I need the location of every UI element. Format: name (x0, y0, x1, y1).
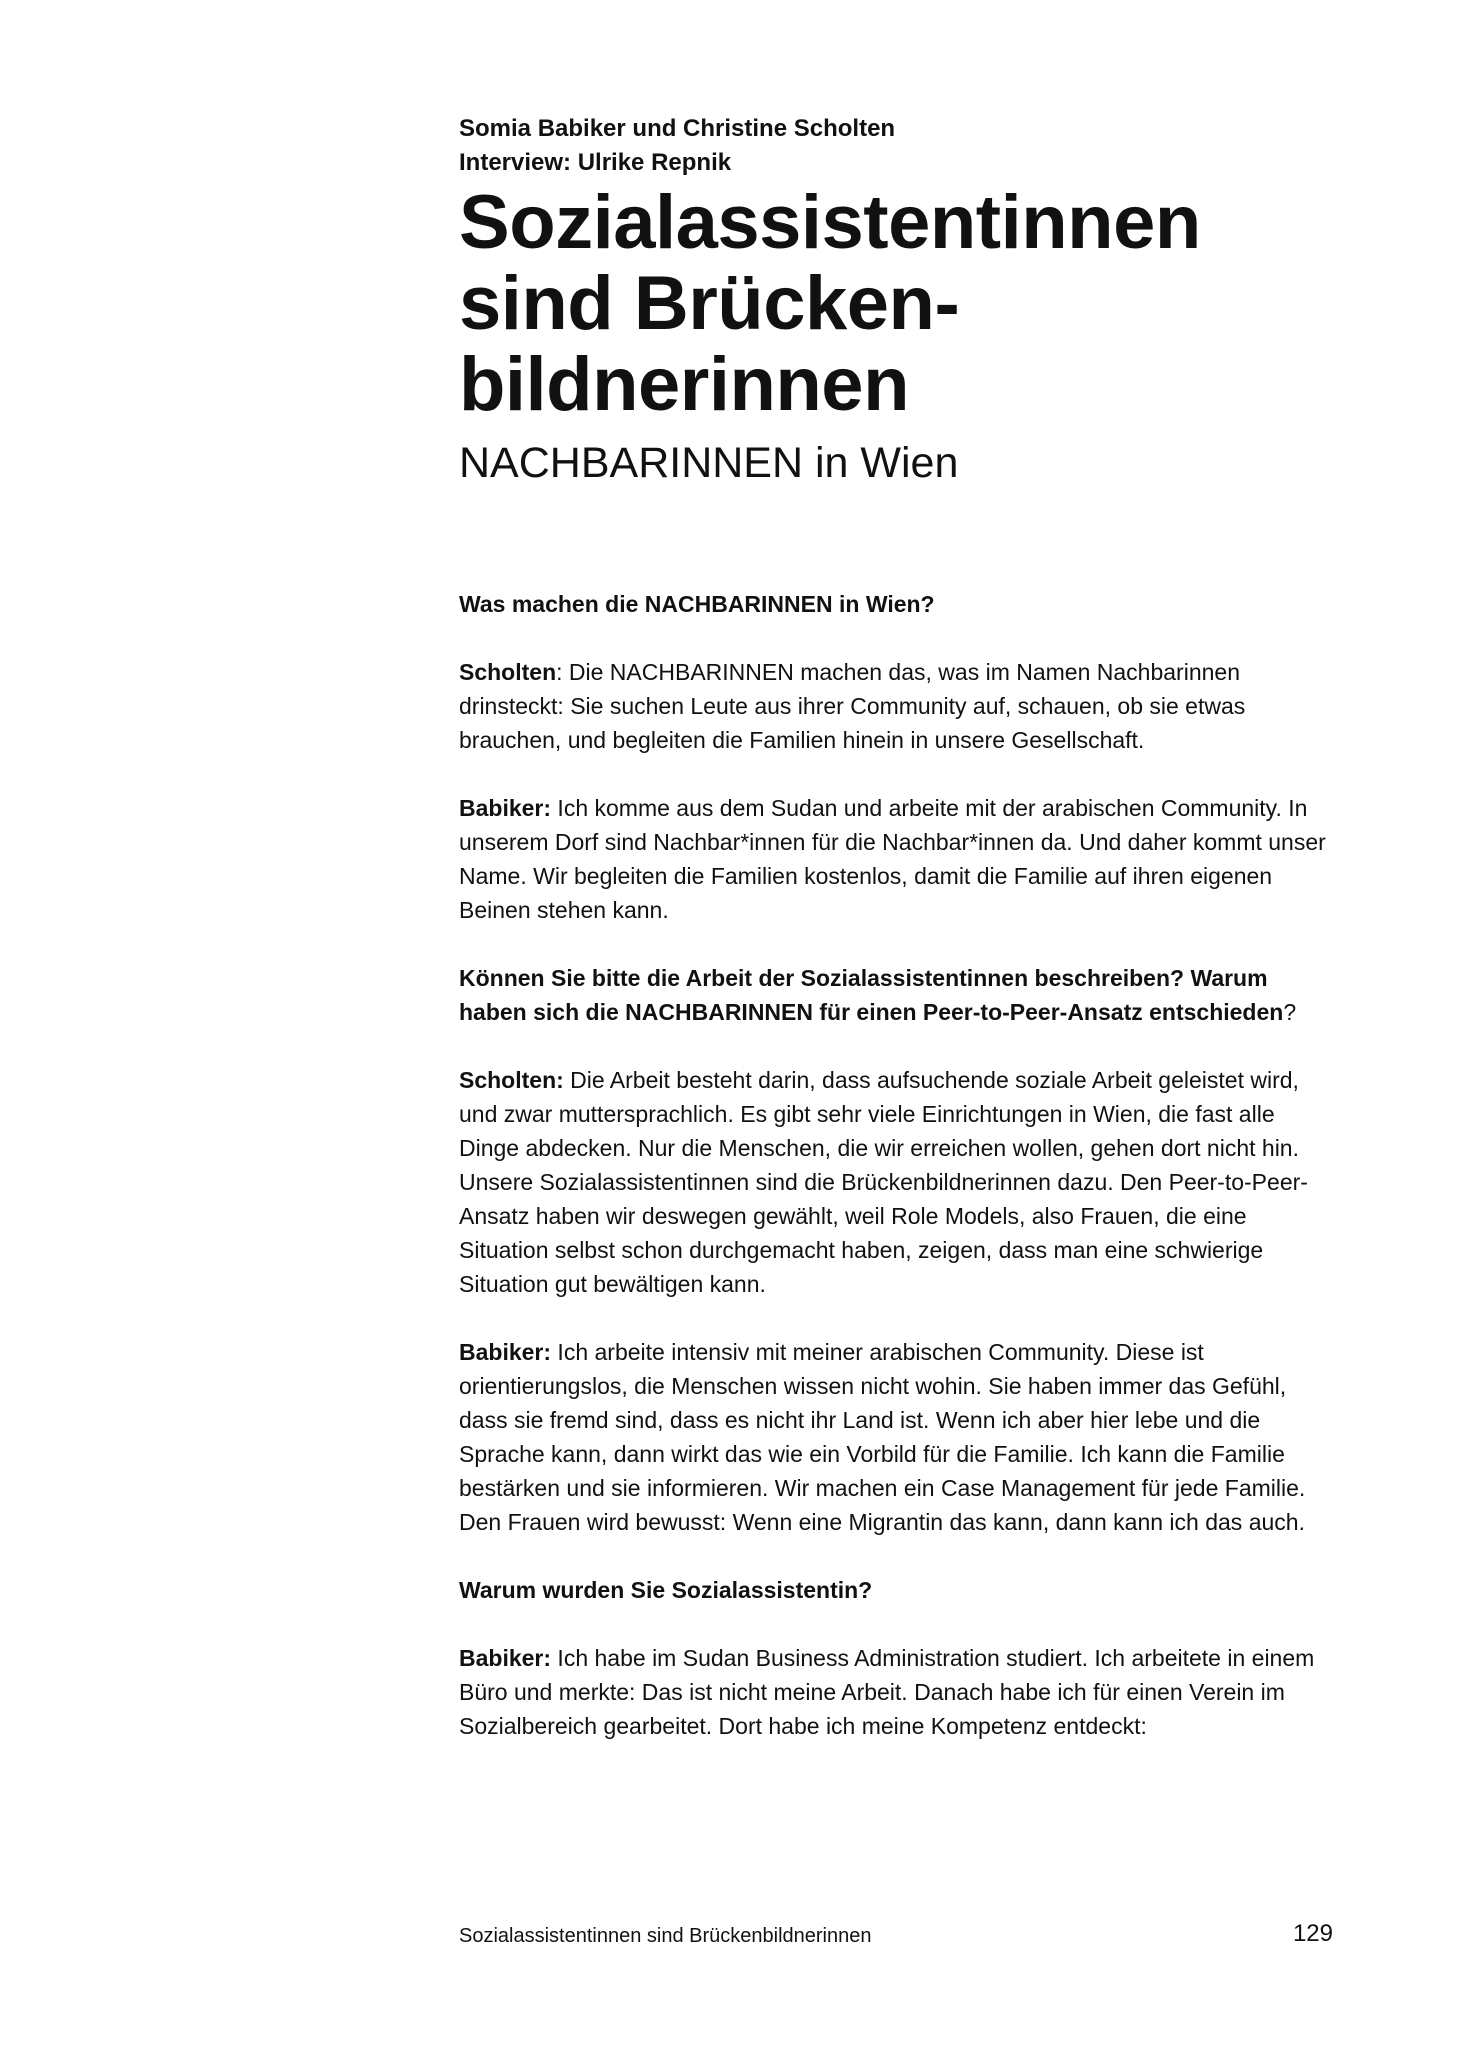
answer-text: Ich komme aus dem Sudan und arbeite mit der arabischen Community. In unserem Dorf sind Nachbar*innen für die Nachbar*innen da. Und daher kommt unser Name. Wir begleiten die Familien kostenlos, damit die Familie auf ihren eigenen Beinen stehen kann. (459, 795, 1326, 923)
interview-answer (459, 791, 1339, 927)
interview-question (459, 961, 1339, 1029)
interview-answer (459, 1063, 1339, 1301)
running-footer-title: Sozialassistentinnen sind Brückenbildnerinnen (459, 1925, 872, 1947)
answer-text: : Die NACHBARINNEN machen das, was im Namen Nachbarinnen drinsteckt: Sie suchen Leute aus ihrer Community auf, schauen, ob sie etwas brauchen, und begleiten die Familien hinein in unsere Gesellschaft. (459, 659, 1246, 753)
question-text: Warum wurden Sie Sozialassistentin? (459, 1577, 873, 1603)
interview-question (459, 1573, 1339, 1607)
answer-text: Ich arbeite intensiv mit meiner arabischen Community. Diese ist orientierungslos, die Menschen wissen nicht wohin. Sie haben immer das Gefühl, dass sie fremd sind, dass es nicht ihr Land ist. Wenn ich aber hier lebe und die Sprache kann, dann wirkt das wie ein Vorbild für die Familie. Ich kann die Familie bestärken und sie informieren. Wir machen ein Case Management für jede Familie. Den Frauen wird bewusst: Wenn eine Migrantin das kann, dann kann ich das auch. (459, 1339, 1306, 1535)
article-title (459, 182, 1339, 425)
question-mark: ? (1283, 999, 1297, 1025)
question-text: Können Sie bitte die Arbeit der Sozialassistentinnen beschreiben? Warum haben sich die NACHBARINNEN für einen Peer-to-Peer-Ansatz entschieden (459, 965, 1284, 1025)
title-line: bildnerinnen (459, 342, 909, 427)
speaker-name: Babiker: (459, 1645, 552, 1671)
interview-answer (459, 655, 1339, 757)
page-number: 129 (1292, 1920, 1333, 1947)
title-line: sind Brücken- (459, 261, 960, 346)
speaker-name: Babiker: (459, 1339, 552, 1365)
author-byline: Somia Babiker und Christine Scholten (459, 115, 896, 142)
speaker-name: Scholten (459, 659, 557, 685)
interview-body (459, 587, 1339, 1743)
title-line: Sozialassistentinnen (459, 180, 1201, 265)
speaker-name: Babiker: (459, 795, 552, 821)
article-subtitle: NACHBARINNEN in Wien (459, 439, 959, 487)
interviewer-byline: Interview: Ulrike Repnik (459, 149, 732, 176)
article-column (459, 112, 1339, 1777)
question-text: Was machen die NACHBARINNEN in Wien? (459, 591, 935, 617)
speaker-name: Scholten: (459, 1067, 564, 1093)
interview-question (459, 587, 1339, 621)
answer-text: Ich habe im Sudan Business Administration studiert. Ich arbeitete in einem Büro und merkte: Das ist nicht meine Arbeit. Danach habe ich für einen Verein im Sozialbereich gearbeitet. Dort habe ich meine Kompetenz entdeckt: (459, 1645, 1315, 1739)
interview-answer (459, 1641, 1339, 1743)
answer-text: Die Arbeit besteht darin, dass aufsuchende soziale Arbeit geleistet wird, und zwar muttersprachlich. Es gibt sehr viele Einrichtungen in Wien, die fast alle Dinge abdecken. Nur die Menschen, die wir erreichen wollen, gehen dort nicht hin. Unsere Sozialassistentinnen sind die Brückenbildnerinnen dazu. Den Peer-to-Peer-Ansatz haben wir deswegen gewählt, weil Role Models, also Frauen, die eine Situation selbst schon durchgemacht haben, zeigen, dass man eine schwierige Situation gut bewältigen kann. (459, 1067, 1308, 1297)
interview-answer (459, 1335, 1339, 1539)
